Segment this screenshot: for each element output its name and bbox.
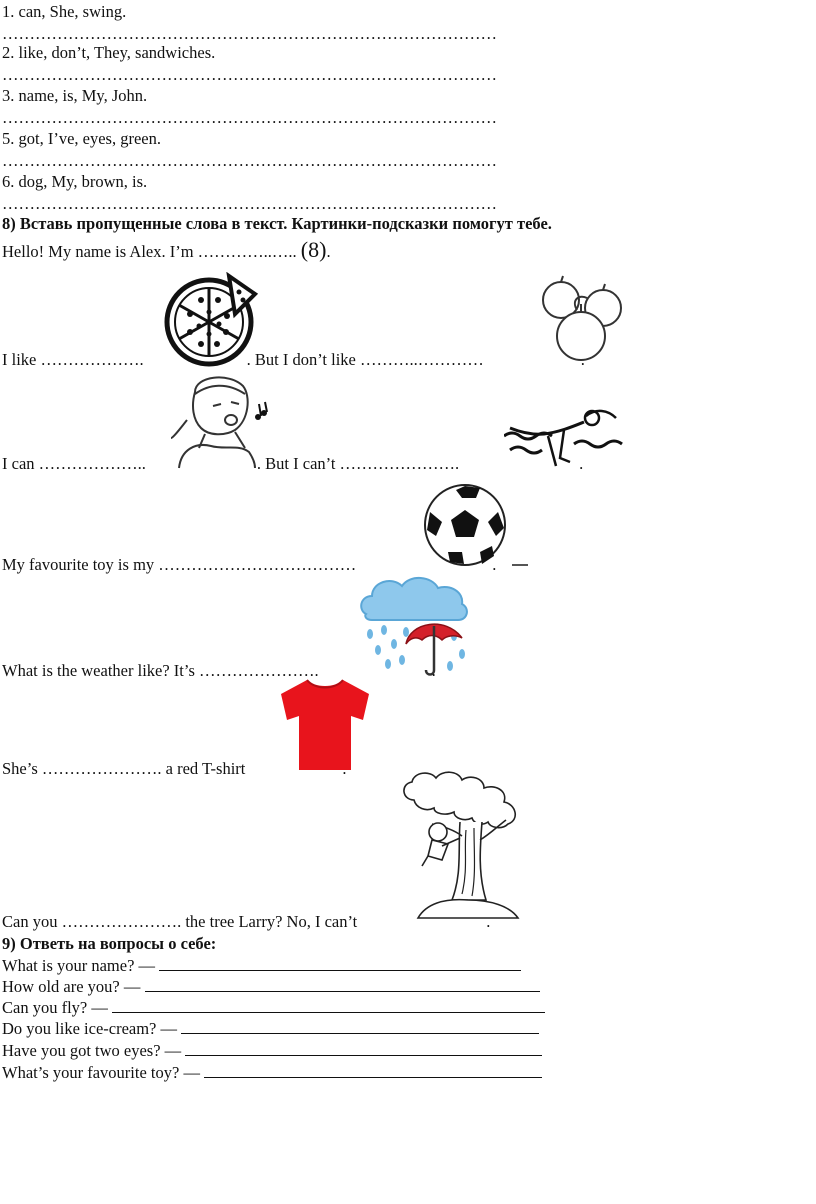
ex7-dots-2: ……………………………………………………………………………… xyxy=(2,65,497,84)
ex7-item-3: 3. name, is, My, John. xyxy=(2,86,148,105)
ex8-like-line: I like ………………. . But I don’t like ………..………… . xyxy=(2,350,585,369)
ex7-dots-1: ……………………………………………………………………………… xyxy=(2,24,497,43)
ex8-can-line: I can ……………….. . But I can’t …………………. . xyxy=(2,454,584,473)
ex8-weather-line: What is the weather like? It’s …………………. . xyxy=(2,661,436,680)
tree-climbing-icon xyxy=(398,770,528,920)
ex8-she-line: She’s …………………. a red T-shirt . xyxy=(2,759,347,778)
toy-answer-line xyxy=(512,564,528,566)
ex7-item-1: 1. can, She, swing. xyxy=(2,2,127,21)
ex8-heading: 8) Вставь пропущенные слова в текст. Картинки-подсказки помогут тебе. xyxy=(2,214,552,233)
ex7-item-5: 5. got, I’ve, eyes, green. xyxy=(2,129,161,148)
ex9-question-4: Do you like ice-cream? — xyxy=(2,1018,539,1039)
answer-field-3[interactable] xyxy=(112,997,545,1013)
ex8-hello-number: (8) xyxy=(300,237,327,262)
ex7-dots-3: ……………………………………………………………………………… xyxy=(2,108,497,127)
ex7-dots-6: ……………………………………………………………………………… xyxy=(2,194,497,213)
ex9-heading: 9) Ответь на вопросы о себе: xyxy=(2,934,217,953)
ex9-question-1: What is your name? — xyxy=(2,955,521,976)
answer-field-5[interactable] xyxy=(185,1040,542,1056)
answer-field-4[interactable] xyxy=(181,1018,539,1034)
answer-field-1[interactable] xyxy=(159,955,521,971)
ex8-toy-line: My favourite toy is my ……………………………… . xyxy=(2,555,497,574)
ex9-question-2: How old are you? — xyxy=(2,976,540,997)
ex9-question-6: What’s your favourite toy? — xyxy=(2,1062,542,1083)
ex9-question-5: Have you got two eyes? — xyxy=(2,1040,542,1061)
ex7-item-2: 2. like, don’t, They, sandwiches. xyxy=(2,43,216,62)
ex7-item-6: 6. dog, My, brown, is. xyxy=(2,172,148,191)
answer-field-2[interactable] xyxy=(145,976,540,992)
red-tshirt-icon xyxy=(277,676,373,772)
ex9-question-3: Can you fly? — xyxy=(2,997,545,1018)
ex8-tree-line: Can you …………………. the tree Larry? No, I can’t . xyxy=(2,912,491,931)
answer-field-6[interactable] xyxy=(204,1062,542,1078)
ex7-dots-5: ……………………………………………………………………………… xyxy=(2,151,497,170)
ex8-hello-line: Hello! My name is Alex. I’m …………..….. (8). xyxy=(2,237,331,262)
